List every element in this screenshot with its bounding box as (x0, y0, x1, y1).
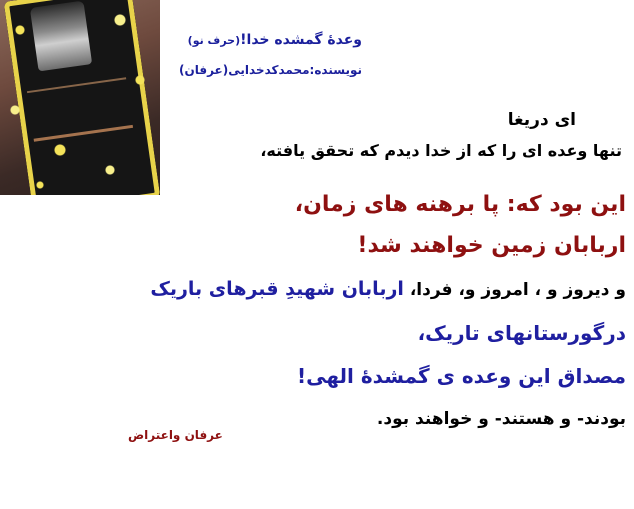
poem-line-3: این بود که: پا برهنه های زمان، (294, 192, 626, 217)
poem-title (188, 32, 362, 48)
poem-title-note: (حرف نو) (187, 34, 241, 47)
gravestone-photo (0, 0, 160, 195)
poem-line-4: اربابان زمین خواهند شد! (357, 233, 626, 258)
poem-author: نویسنده:محمدکدخدایی(عرفان) (179, 63, 362, 77)
flower-petals (0, 0, 160, 195)
poem-line-7: مصداق این وعده ی گمشدهٔ الهی! (296, 364, 626, 388)
signature: عرفان واعتراض (128, 428, 223, 442)
poem-line-5-highlight: اربابان شهیدِ قبرهای باریک (150, 278, 404, 300)
poem-line-5-start: و دیروز و ، امروز و، فردا، (409, 280, 626, 300)
poem-line-6: درگورستانهای تاریک، (417, 321, 626, 345)
poem-line-5 (150, 278, 626, 300)
poem-line-1: ای دریغا (507, 110, 576, 130)
poem-line-8: بودند- و هستند- و خواهند بود. (376, 409, 626, 429)
poem-title-text: وعدهٔ گمشده خدا! (240, 32, 362, 48)
poem-line-2: تنها وعده ای را که از خدا دیدم که تحقق یافته، (260, 141, 622, 160)
